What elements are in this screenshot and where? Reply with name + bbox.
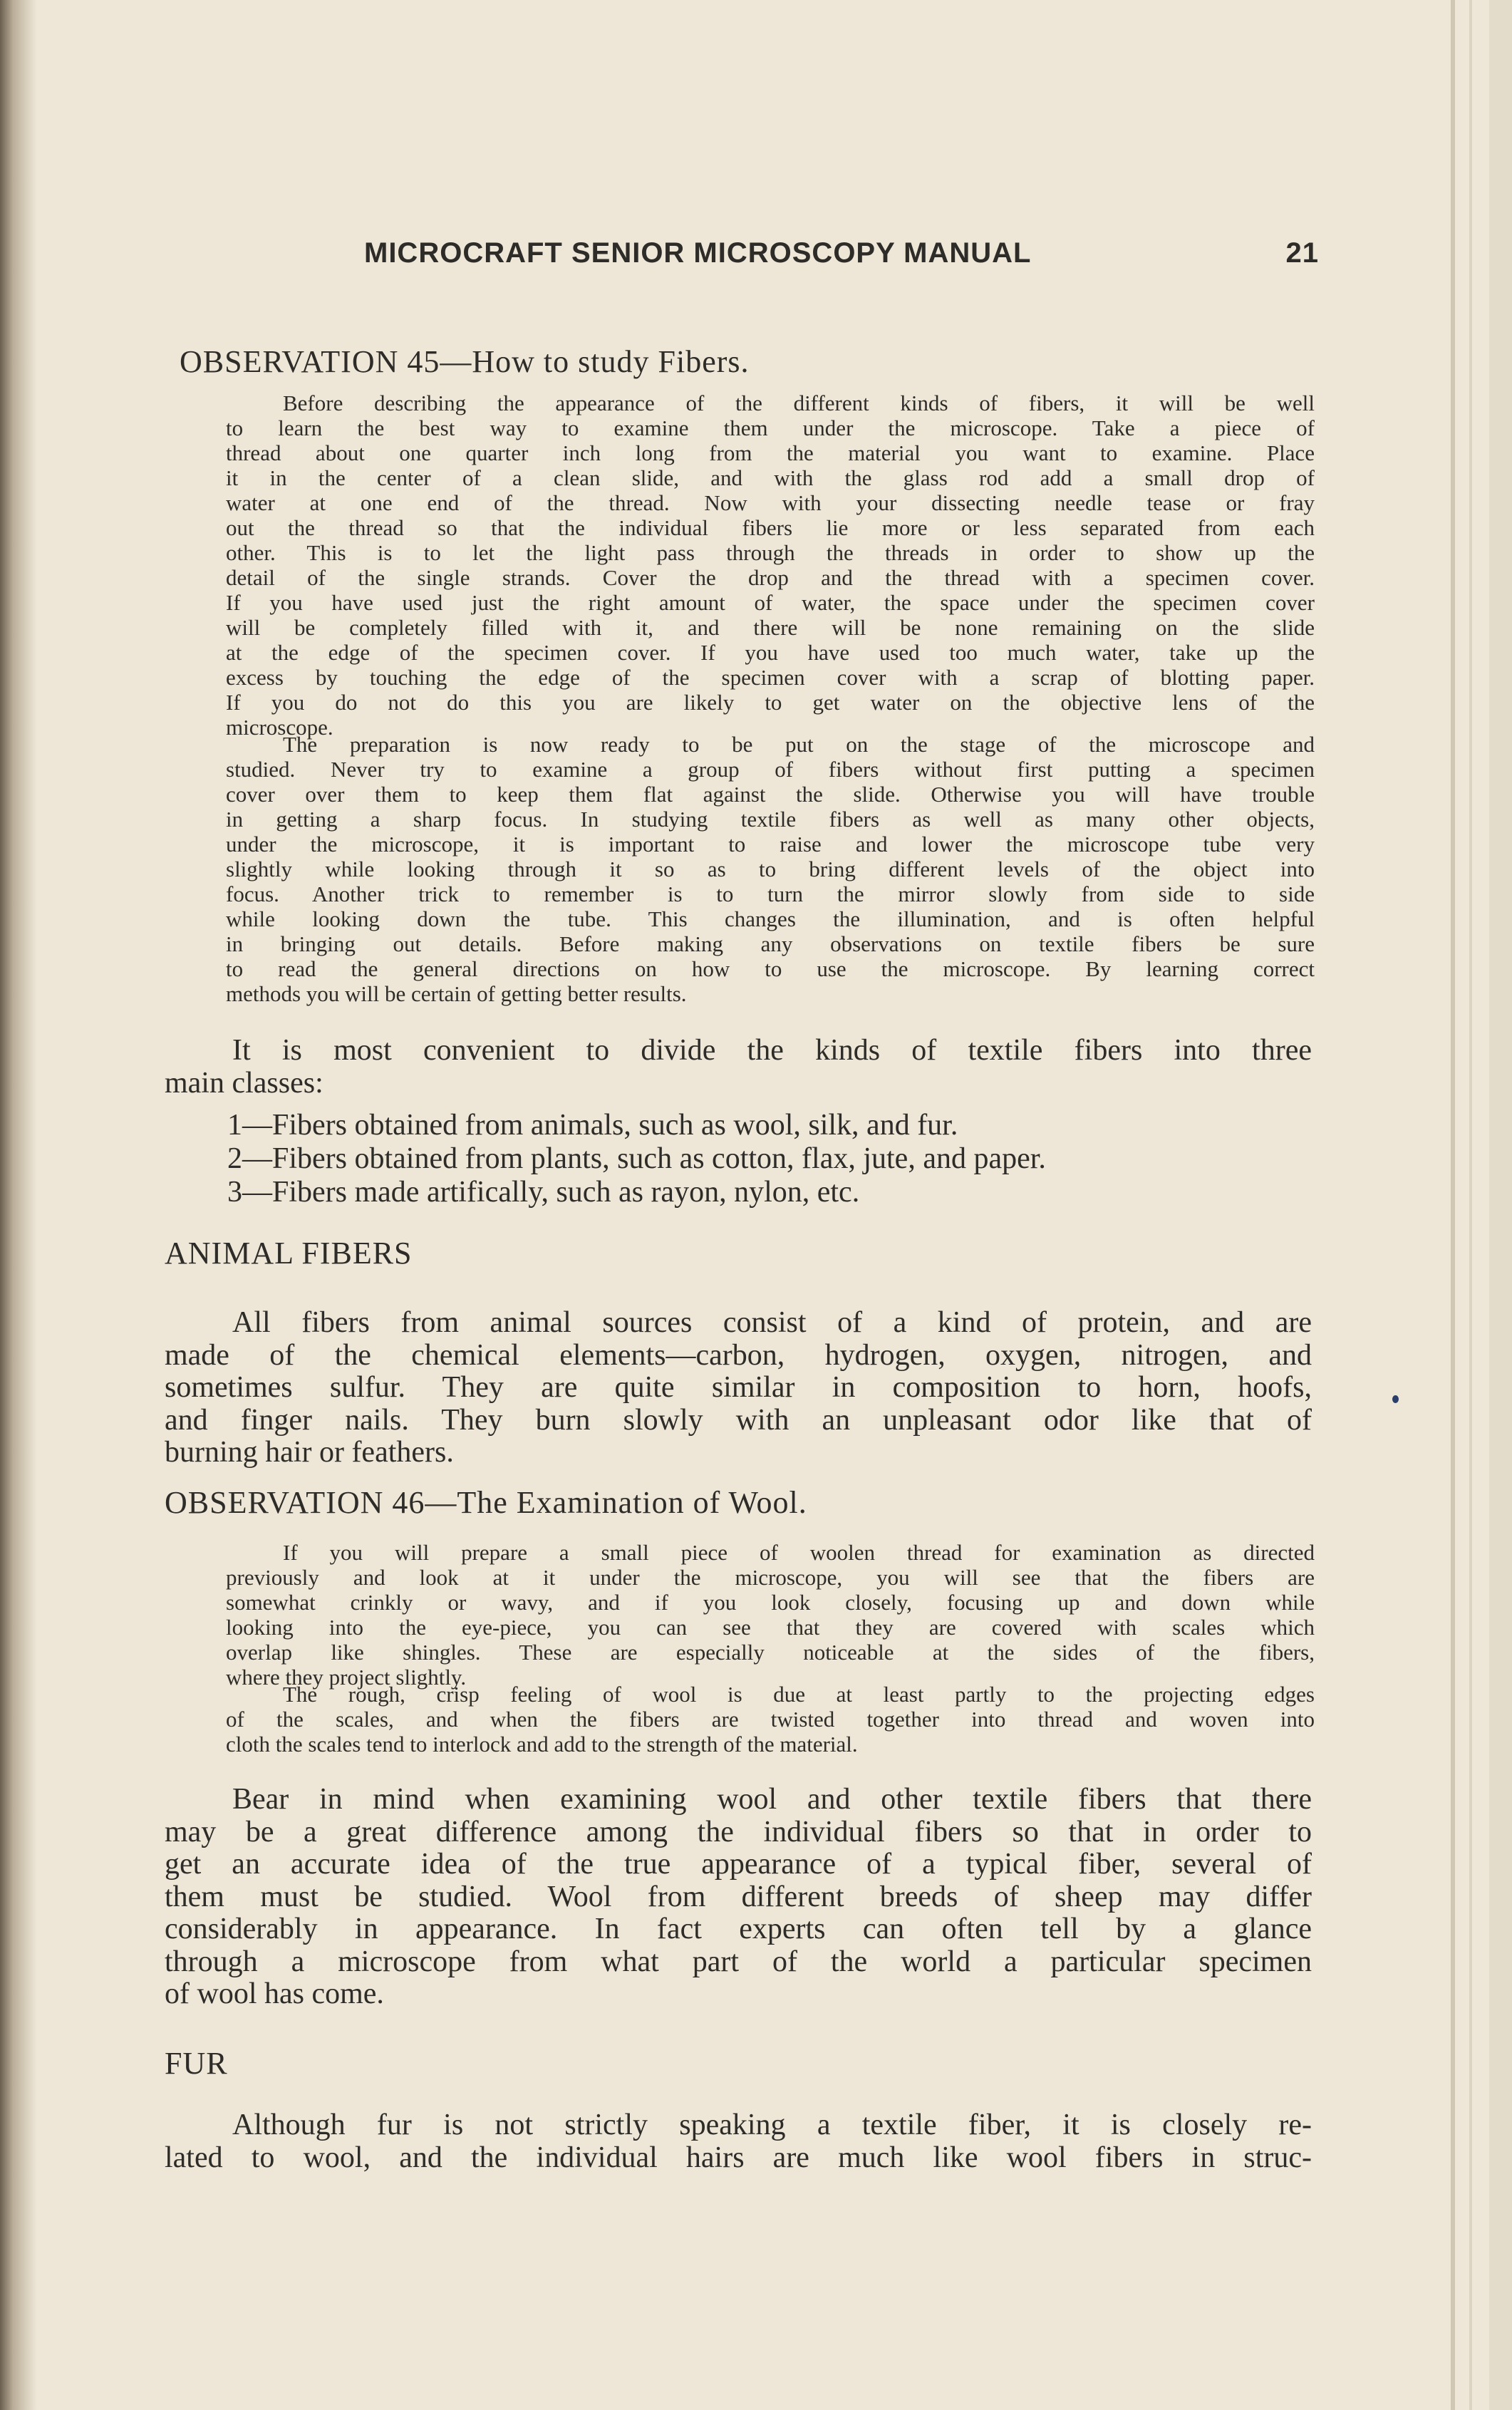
text-line: to read the general directions on how to use the microscope. By learning correct [226, 956, 1315, 981]
text-line: previously and look at it under the microscope, you will see that the fibers are [226, 1565, 1315, 1590]
text-line: in bringing out details. Before making any observations on textile fibers be sure [226, 931, 1315, 956]
text-line: other. This is to let the light pass through the threads in order to show up the [226, 540, 1315, 565]
page-edge [1489, 0, 1512, 2410]
text-line: in getting a sharp focus. In studying textile fibers as well as many other objects, [226, 807, 1315, 832]
text-line: it in the center of a clean slide, and with the glass rod add a small drop of [226, 465, 1315, 490]
text-line: somewhat crinkly or wavy, and if you look closely, focusing up and down while [226, 1590, 1315, 1615]
text-line: The rough, crisp feeling of wool is due at least partly to the projecting edges [283, 1682, 1315, 1707]
text-line: 1—Fibers obtained from animals, such as wool, silk, and fur. [227, 1109, 958, 1142]
text-line: methods you will be certain of getting better results. [226, 981, 687, 1006]
classes-intro [165, 1035, 1312, 1100]
text-line: made of the chemical elements—carbon, hydrogen, oxygen, nitrogen, and [165, 1338, 1312, 1372]
text-line: looking into the eye-piece, you can see that they are covered with scales which [226, 1615, 1315, 1640]
text-line: burning hair or feathers. [165, 1436, 454, 1469]
text-line: at the edge of the specimen cover. If you have used too much water, take up the [226, 640, 1315, 665]
running-header [364, 237, 1319, 277]
ink-speck [1392, 1395, 1399, 1403]
text-line: Although fur is not strictly speaking a textile fiber, it is closely re- [232, 2109, 1312, 2141]
fur-heading: FUR [165, 2046, 228, 2081]
text-line: water at one end of the thread. Now with your dissecting needle tease or fray [226, 490, 1315, 515]
text-line: detail of the single strands. Cover the drop and the thread with a specimen cover. [226, 565, 1315, 590]
animal-fibers-heading: ANIMAL FIBERS [165, 1236, 413, 1271]
text-line: The preparation is now ready to be put on the stage of the microscope and [283, 732, 1315, 757]
text-line: Before describing the appearance of the different kinds of fibers, it will be well [283, 391, 1315, 415]
text-line: will be completely filled with it, and there will be none remaining on the slide [226, 615, 1315, 640]
page-edge [1451, 0, 1455, 2410]
text-line: get an accurate idea of the true appearance of a typical fiber, several of [165, 1848, 1312, 1881]
text-line: to learn the best way to examine them under the microscope. Take a piece of [226, 415, 1315, 440]
obs46-para2 [226, 1682, 1315, 1757]
text-line: overlap like shingles. These are especially noticeable at the sides of the fibers, [226, 1640, 1315, 1665]
text-line: slightly while looking through it so as to bring different levels of the object into [226, 857, 1315, 881]
text-line: may be a great difference among the individual fibers so that in order to [165, 1815, 1312, 1848]
animal-fibers-para [165, 1307, 1312, 1469]
text-line: sometimes sulfur. They are quite similar in composition to horn, hoofs, [165, 1371, 1312, 1404]
wool-para [165, 1784, 1312, 2011]
text-line: microscope. [226, 715, 333, 740]
text-line: under the microscope, it is important to raise and lower the microscope tube very [226, 832, 1315, 857]
obs46-para1 [226, 1540, 1315, 1690]
text-line: It is most convenient to divide the kinds of textile fibers into three [232, 1034, 1312, 1067]
text-line: excess by touching the edge of the specimen cover with a scrap of blotting paper. [226, 665, 1315, 690]
classes-list [165, 1109, 1312, 1209]
text-line: thread about one quarter inch long from the material you want to examine. Place [226, 440, 1315, 465]
text-line: cloth the scales tend to interlock and add to the strength of the material. [226, 1732, 858, 1757]
obs45-para2 [226, 732, 1315, 1006]
text-line: If you will prepare a small piece of woolen thread for examination as directed [283, 1540, 1315, 1565]
book-gutter [0, 0, 37, 2410]
page-edge [1469, 0, 1472, 2410]
text-line: If you do not do this you are likely to get water on the objective lens of the [226, 690, 1315, 715]
text-line: 2—Fibers obtained from plants, such as cotton, flax, jute, and paper. [227, 1142, 1046, 1175]
text-line: of wool has come. [165, 1977, 384, 2010]
text-line: main classes: [165, 1066, 323, 1100]
header-title: MICROCRAFT SENIOR MICROSCOPY MANUAL [364, 237, 1032, 269]
text-line: out the thread so that the individual fibers lie more or less separated from each [226, 515, 1315, 540]
text-line: 3—Fibers made artifically, such as rayon, nylon, etc. [227, 1176, 860, 1209]
text-line: cover over them to keep them flat against the slide. Otherwise you will have trouble [226, 782, 1315, 807]
text-line: and finger nails. They burn slowly with an unpleasant odor like that of [165, 1403, 1312, 1437]
obs46-heading: OBSERVATION 46—The Examination of Wool. [165, 1485, 807, 1520]
text-line: focus. Another trick to remember is to turn the mirror slowly from side to side [226, 881, 1315, 906]
text-line: Bear in mind when examining wool and other textile fibers that there [232, 1783, 1312, 1816]
text-line: through a microscope from what part of the world a particular specimen [165, 1945, 1312, 1978]
text-line: considerably in appearance. In fact experts can often tell by a glance [165, 1913, 1312, 1945]
text-line: them must be studied. Wool from different breeds of sheep may differ [165, 1880, 1312, 1913]
obs45-para1 [226, 391, 1315, 740]
text-line: If you have used just the right amount of water, the space under the specimen cover [226, 590, 1315, 615]
text-line: lated to wool, and the individual hairs are much like wool fibers in struc- [165, 2141, 1312, 2174]
text-line: where they project slightly. [226, 1665, 467, 1690]
text-line: studied. Never try to examine a group of fibers without first putting a specimen [226, 757, 1315, 782]
obs45-heading: OBSERVATION 45—How to study Fibers. [180, 344, 750, 379]
text-line: All fibers from animal sources consist of a kind of protein, and are [232, 1306, 1312, 1339]
fur-para [165, 2109, 1312, 2174]
text-line: while looking down the tube. This changes the illumination, and is often helpful [226, 906, 1315, 931]
text-line: of the scales, and when the fibers are twisted together into thread and woven into [226, 1707, 1315, 1732]
page-number: 21 [1285, 237, 1319, 269]
